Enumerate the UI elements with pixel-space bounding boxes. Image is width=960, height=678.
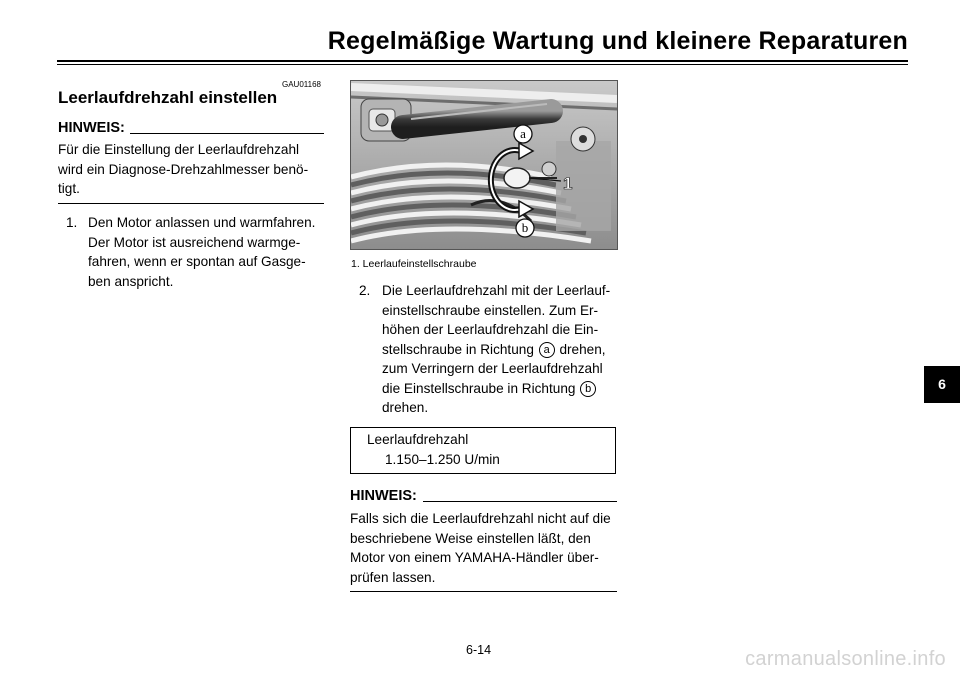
note-line: Für die Einstellung der Leerlaufdrehzahl [58,142,300,157]
spec-box [350,427,616,474]
note-line: prüfen lassen. [350,569,436,585]
section-code: GAU01168 [282,80,321,89]
step-line: drehen. [382,400,429,415]
note-text [350,509,625,587]
note-line: wird ein Diagnose-Drehzahlmesser benö- [58,161,309,177]
note-heading-rule [130,133,324,134]
note-text [58,140,328,199]
spec-value: 1.150–1.250 U/min [385,452,500,467]
watermark: carmanualsonline.info [745,648,946,670]
note-end-rule [58,203,324,204]
spec-label: Leerlaufdrehzahl [367,432,469,447]
step-line: die Einstellschraube in Richtung b [382,379,627,399]
step-text [382,281,627,418]
note-end-rule [350,591,617,592]
step-text [88,213,333,291]
step-line: zum Verringern der Leerlaufdrehzahl [382,361,603,376]
step-line: Den Motor anlassen und warmfahren. [88,215,316,230]
chapter-tab: 6 [924,366,960,403]
step-line: einstellschraube einstellen. Zum Er- [382,302,599,318]
step-line: stellschraube in Richtung a drehen, [382,341,606,357]
step-line: Die Leerlaufdrehzahl mit der Leerlauf- [382,283,611,298]
note-heading: HINWEIS: [58,120,125,136]
note-line: Motor von einem YAMAHA-Händler über- [350,550,599,565]
page-header-title: Regelmäßige Wartung und kleinere Reparaturen [327,27,908,55]
page-number: 6-14 [466,643,492,657]
direction-b-mark: b [580,381,596,397]
note-line: Falls sich die Leerlaufdrehzahl nicht auf die [350,511,611,526]
section-title: Leerlaufdrehzahl einstellen [58,88,278,107]
step-number: 2. [359,283,371,298]
note-line: tigt. [58,181,80,196]
idle-screw-photo [350,80,618,250]
label-b: b [521,220,529,235]
step-line: Der Motor ist ausreichend warmge- [88,234,301,250]
step-line: ben anspricht. [88,273,174,289]
engine-illustration [351,81,617,249]
direction-a-mark: a [539,342,555,358]
note-heading-rule [423,501,617,502]
label-a: a [520,126,526,141]
step-line: höhen der Leerlaufdrehzahl die Ein- [382,322,599,337]
note-line: beschriebene Weise einstellen läßt, den [350,530,591,546]
header-rule-thin [57,64,908,65]
label-1: 1 [563,174,573,193]
figure-caption: 1. Leerlaufeinstellschraube [351,258,477,270]
note-heading: HINWEIS: [350,488,417,504]
step-line: fahren, wenn er spontan auf Gasge- [88,254,306,269]
step-number: 1. [66,215,78,230]
header-rule [57,60,908,62]
